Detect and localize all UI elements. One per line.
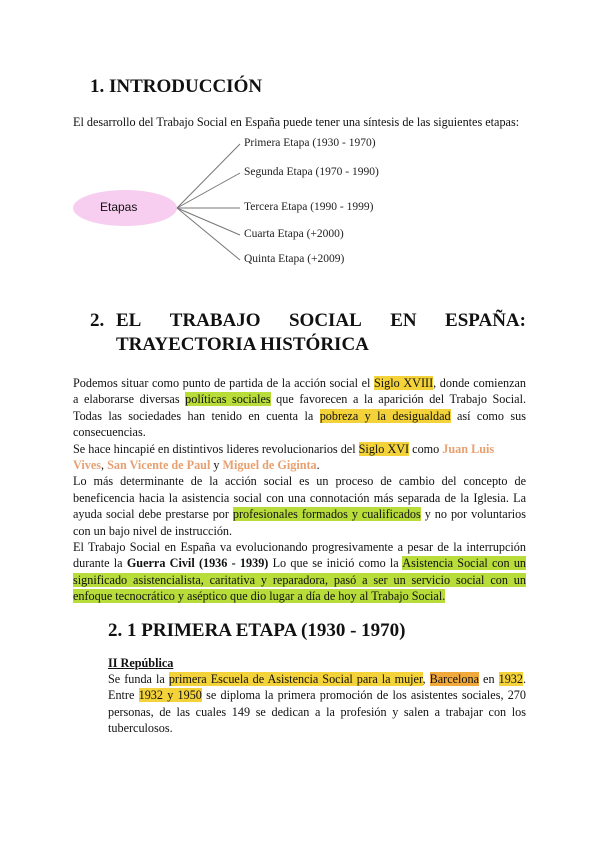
highlight: Asistencia Social con un significado asistencialista, caritativa y reparadora, pasó a ser un servicio social con un enfoque tecnocrático y aséptico que dio lugar a día de hoy al Trabajo Social. [73,556,527,604]
section2-heading [116,310,526,332]
person-name: Juan Luis Vives [73,441,495,473]
connector-line [177,173,240,208]
highlight: políticas sociales [185,392,271,407]
heading-word: SOCIAL [288,310,362,331]
highlight: pobreza y la desigualdad [319,408,451,423]
section2-heading-line2: TRAYECTORIA HISTÓRICA [116,334,369,355]
section21-heading: 2. 1 PRIMERA ETAPA (1930 - 1970) [108,620,406,641]
paragraph-1: Podemos situar como punto de partida de la acción social el Siglo XVIII, donde comienzan a elaborarse diversas políticas sociales que favorecen a la aparición del Trabajo Social. Todas las sociedades han tenido en cuenta la pobreza y la desigualdad así como sus consecuencias. [73,376,527,440]
stage-1: Primera Etapa (1930 - 1970) [244,137,376,149]
paragraph-3: Lo más determinante de la acción social es un proceso de cambio del concepto de beneficencia hacia la asistencia social con una connotación más separada de la Iglesia. La ayuda social debe prestarse por profesionales formados y cualificados y no por voluntarios con un bajo nivel de instrucción. [73,474,526,538]
connector-line [177,208,240,235]
highlight: Siglo XVIII [374,376,434,390]
section2-body [73,375,526,605]
highlight: 1932 [498,672,523,686]
heading-word: EL [116,310,142,331]
section21-subheading: II República [108,656,174,670]
stage-2: Segunda Etapa (1970 - 1990) [244,166,379,178]
stage-3: Tercera Etapa (1990 - 1999) [244,201,374,213]
heading-word: TRABAJO [169,310,261,331]
paragraph-2: Se hace hincapié en distintivos lideres revolucionarios del Siglo XVI como Juan Luis Vives, San Vicente de Paul y Miguel de Giginta. [73,441,495,473]
highlight: 1932 y 1950 [138,688,202,703]
stage-5: Quinta Etapa (+2009) [244,253,345,265]
heading-word: EN [390,310,417,331]
section2-number: 2. [90,310,105,331]
bold-text: Guerra Civil (1936 - 1939) [126,556,269,571]
connector-line [177,144,240,208]
connector-line [177,208,240,260]
person-name: San Vicente de Paul [107,458,211,473]
intro-heading: 1. INTRODUCCIÓN [90,76,263,97]
stage-4: Cuarta Etapa (+2000) [244,228,344,240]
intro-text: El desarrollo del Trabajo Social en España puede tener una síntesis de las siguientes etapas: [73,115,520,129]
highlight: Siglo XVI [358,441,410,456]
highlight: profesionales formados y cualificados [232,507,421,522]
highlight: primera Escuela de Asistencia Social para la mujer [168,672,423,686]
diagram-center-label: Etapas [100,200,138,214]
section21-paragraph: Se funda la primera Escuela de Asistencia Social para la mujer, Barcelona en 1932. Entre 1932 y 1950 se diploma la primera promoción de los asistentes sociales, 270 personas, de las cuales 149 se dedican a la profesión y salen a trabajar con los tuberculosos. [108,672,527,736]
highlight: Barcelona [429,672,480,686]
heading-word: ESPAÑA: [445,310,526,331]
person-name: Miguel de Giginta [222,458,317,473]
paragraph-4: El Trabajo Social en España va evolucionando progresivamente a pesar de la interrupción durante la Guerra Civil (1936 - 1939) Lo que se inició como la Asistencia Social con un significado asistencialista, caritativa y reparadora, pasó a ser un servicio social con un enfoque tecnocrático y aséptico que dio lugar a día de hoy al Trabajo Social. [73,540,527,604]
